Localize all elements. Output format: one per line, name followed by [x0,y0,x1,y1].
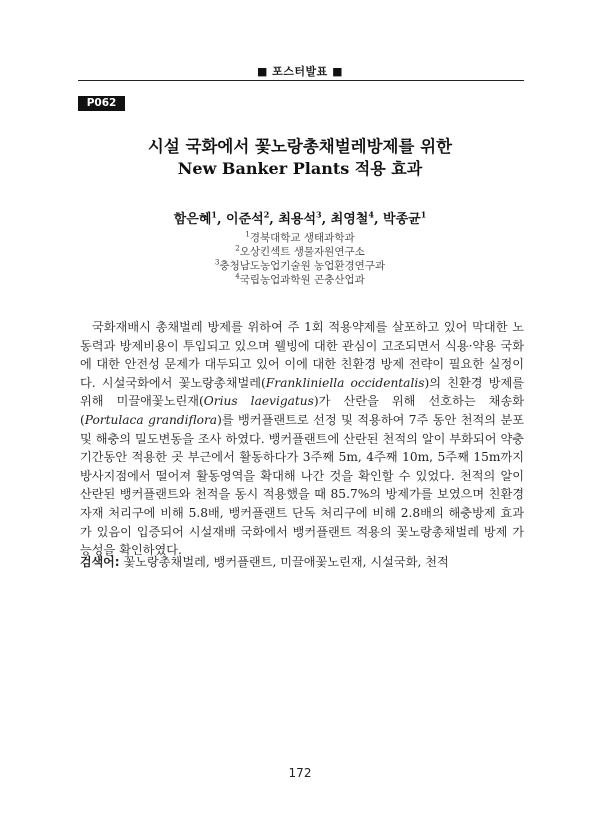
author-affiliation-mark: 2 [263,209,270,220]
affiliation-text: 오상킨섹트 생물자원연구소 [239,246,365,258]
header-divider [78,80,524,81]
author-name: 최용석 [278,212,317,227]
affiliation-line [0,258,600,273]
affiliation-number: 4 [235,272,240,281]
keywords-line [80,553,524,570]
affiliation-number: 2 [235,244,240,253]
affiliation-text: 경북대학교 생태과학과 [249,232,355,244]
poster-code-badge: P062 [78,96,125,111]
abstract-body [80,318,524,560]
affiliation-text: 충청남도농업기술원 농업환경연구과 [219,260,386,272]
author-name: 박종균 [383,212,421,227]
author-separator: , [216,212,227,227]
title-line-1: 시설 국화에서 꽃노랑총채벌레방제를 위한 [147,137,453,156]
author-affiliation-mark: 1 [420,209,427,220]
species-name-italic: Orius laevigatus [203,394,314,409]
author-separator: , [321,212,331,227]
affiliation-number: 1 [245,230,250,239]
author-separator: , [373,212,384,227]
abstract-text: )의 친환경 방제를 위해 미끌애꽃노린재( [80,375,524,409]
abstract-text: )를 뱅커플랜트로 선정 및 적용하여 7주 동안 천적의 분포 및 해충의 밀도변동을 조사 하였다. 뱅커플랜트에 산란된 천적의 알이 부화되어 약충기간동안 적용한 곳 부근에서 활동하다가 3주째 5m, 4주째 10m, 5주째 15m까지 방사지점에서 떨어져 활동영역을 확대해 나간 것을 확인할 수 있었다. 천적의 알이 산란된 뱅커플랜트와 천적을 동시 적용했을 때 85.7%의 방제가를 보였으며 친환경자재 처리구에 비해 5.8배, 뱅커플랜트 단독 처리구에 비해 2.8배의 해충방제 효과가 있음이 입증되어 시설재배 국화에서 뱅커플랜트 적용의 꽃노랑총채벌레 방제 가능성을 확인하였다. [80,412,525,558]
keywords-label: 검색어: [80,555,120,569]
abstract-text: )가 산란을 위해 선호하는 채송화( [80,394,525,427]
author-separator: , [269,212,279,227]
title-line-2: New Banker Plants 적용 효과 [177,159,423,178]
affiliation-number: 3 [214,258,220,267]
species-name-italic: Portulaca grandiflora [84,412,218,427]
affiliation-line [0,244,600,259]
affiliation-line [0,272,600,287]
affiliation-line [0,230,600,245]
section-header: ■ 포스터발표 ■ [256,65,344,78]
author-list [0,208,600,227]
author-name: 함은혜 [173,212,212,227]
author-affiliation-mark: 4 [368,209,374,220]
author-affiliation-mark: 1 [211,209,217,220]
author-affiliation-mark: 3 [316,209,322,220]
author-name: 이준석 [226,212,264,227]
author-name: 최영철 [330,212,369,227]
abstract-text: 국화재배시 총채벌레 방제를 위하여 주 1회 적용약제를 살포하고 있어 막대한 노동력과 방제비용이 투입되고 있으며 웰빙에 대한 관심이 고조되면서 식용·약용 국화에 대한 안전성 문제가 대두되고 있어 이에 대한 친환경 방제 전략이 필요한 실정이다. 시설국화에서 꽃노랑총채벌레( [80,320,524,390]
keywords-text: 꽃노랑총채벌레, 뱅커플랜트, 미끌애꽃노린재, 시설국화, 천적 [119,555,449,569]
species-name-italic: Frankliniella occidentalis [265,375,425,390]
page-number: 172 [288,766,312,780]
affiliation-text: 국립농업과학원 곤충산업과 [239,274,365,286]
